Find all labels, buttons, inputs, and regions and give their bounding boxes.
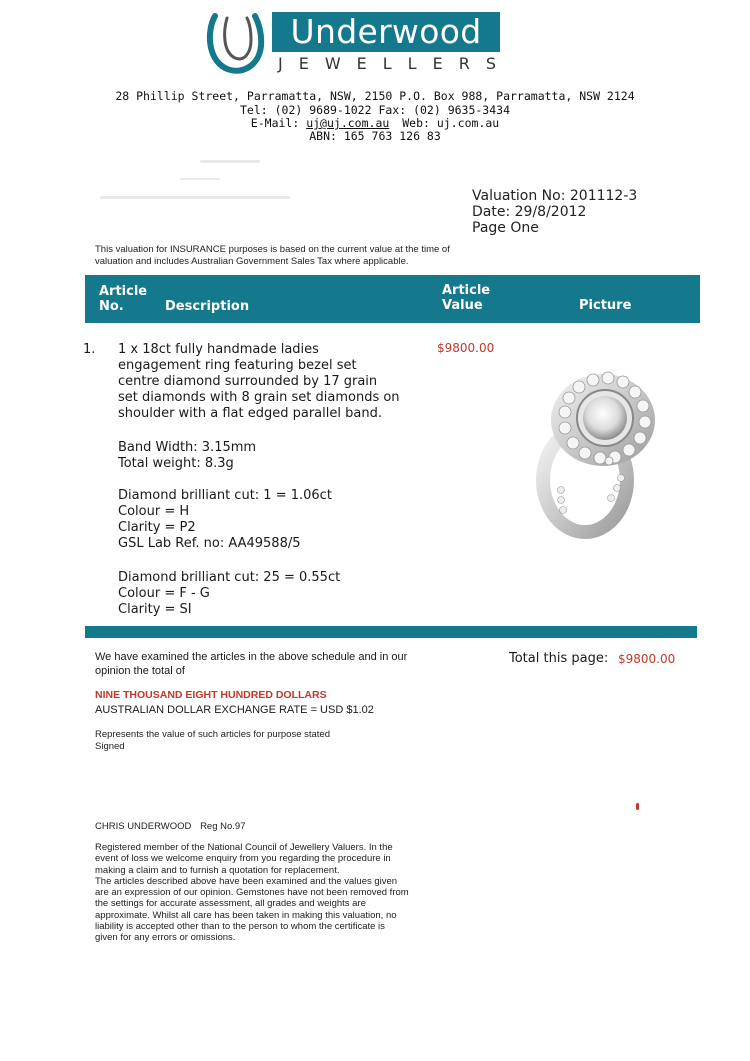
- redacted-mark: [180, 178, 220, 180]
- header-article-value: Article Value: [442, 283, 491, 313]
- brand-name: Underwood: [272, 12, 500, 52]
- diamond-centre-spec: Diamond brilliant cut: 1 = 1.06ct Colour = H Clarity = P2 GSL Lab Ref. no: AA49588/5: [118, 488, 332, 551]
- redacted-mark: [200, 160, 260, 163]
- total-label: Total this page:: [509, 651, 609, 666]
- header-description: Description: [165, 299, 250, 314]
- email-label: E-Mail:: [250, 116, 300, 130]
- item-number: 1.: [83, 342, 96, 357]
- signed-label: Signed: [95, 741, 125, 752]
- valuation-date: Date: 29/8/2012: [472, 204, 587, 220]
- insurance-disclaimer: This valuation for INSURANCE purposes is based on the current value at the time of valuation and includes Australian Government Sales Tax where applicable.: [95, 244, 450, 267]
- signatory: [95, 821, 245, 833]
- email-web-line: [0, 116, 750, 130]
- table-header: [85, 275, 700, 323]
- abn-line: ABN: 165 763 126 83: [309, 129, 441, 143]
- item-dimensions: Band Width: 3.15mm Total weight: 8.3g: [118, 440, 257, 471]
- brand-subtitle: JEWELLERS: [278, 54, 512, 73]
- ink-speck: [636, 803, 639, 810]
- amount-in-words: NINE THOUSAND EIGHT HUNDRED DOLLARS: [95, 689, 327, 701]
- signatory-reg: Reg No.97: [200, 821, 246, 832]
- page-label: Page One: [472, 220, 539, 236]
- web-link[interactable]: uj.com.au: [436, 116, 500, 130]
- header-article-no: Article No.: [99, 284, 148, 314]
- examined-statement: We have examined the articles in the above schedule and in our opinion the total of: [95, 651, 408, 677]
- item-value: $9800.00: [437, 341, 495, 355]
- header-picture: Picture: [579, 298, 632, 313]
- address-line: 28 Phillip Street, Parramatta, NSW, 2150 P.O. Box 988, Parramatta, NSW 2124: [115, 89, 635, 103]
- underwood-logo-icon: [205, 10, 265, 76]
- signatory-name: CHRIS UNDERWOOD: [95, 821, 192, 832]
- item-description: 1 x 18ct fully handmade ladies engagement ring featuring bezel set centre diamond surrounded by 17 grain set diamonds with 8 grain set diamonds on shoulder with a flat edged parallel band.: [118, 342, 400, 421]
- web-label: Web:: [402, 116, 430, 130]
- valuation-number: Valuation No: 201112-3: [472, 188, 638, 204]
- total-value: $9800.00: [618, 652, 676, 666]
- represents-statement: Represents the value of such articles for purpose stated: [95, 729, 330, 740]
- email-link[interactable]: uj@uj.com.au: [306, 116, 390, 130]
- redacted-mark: [100, 196, 290, 199]
- footer-notes: Registered member of the National Council of Jewellery Valuers. In the event of loss we welcome enquiry from you regarding the procedure in making a claim and to furnish a quotation for replacement. The articles described above have been examined and the values given are an expression of our opinion. Gemstones have not been removed from the settings for accurate assessment, all grades and weights are approximate. Whilst all care has been taken in making this valuation, no liability is accepted other than to the person to whom the certificate is given for any errors or omissions.: [95, 842, 409, 944]
- exchange-rate: AUSTRALIAN DOLLAR EXCHANGE RATE = USD $1.02: [95, 704, 374, 716]
- section-divider-band: [85, 626, 697, 638]
- diamond-accent-spec: Diamond brilliant cut: 25 = 0.55ct Colour = F - G Clarity = SI: [118, 570, 341, 617]
- tel-line: Tel: (02) 9689-1022 Fax: (02) 9635-3434: [239, 103, 511, 117]
- ring-photo: [525, 360, 665, 545]
